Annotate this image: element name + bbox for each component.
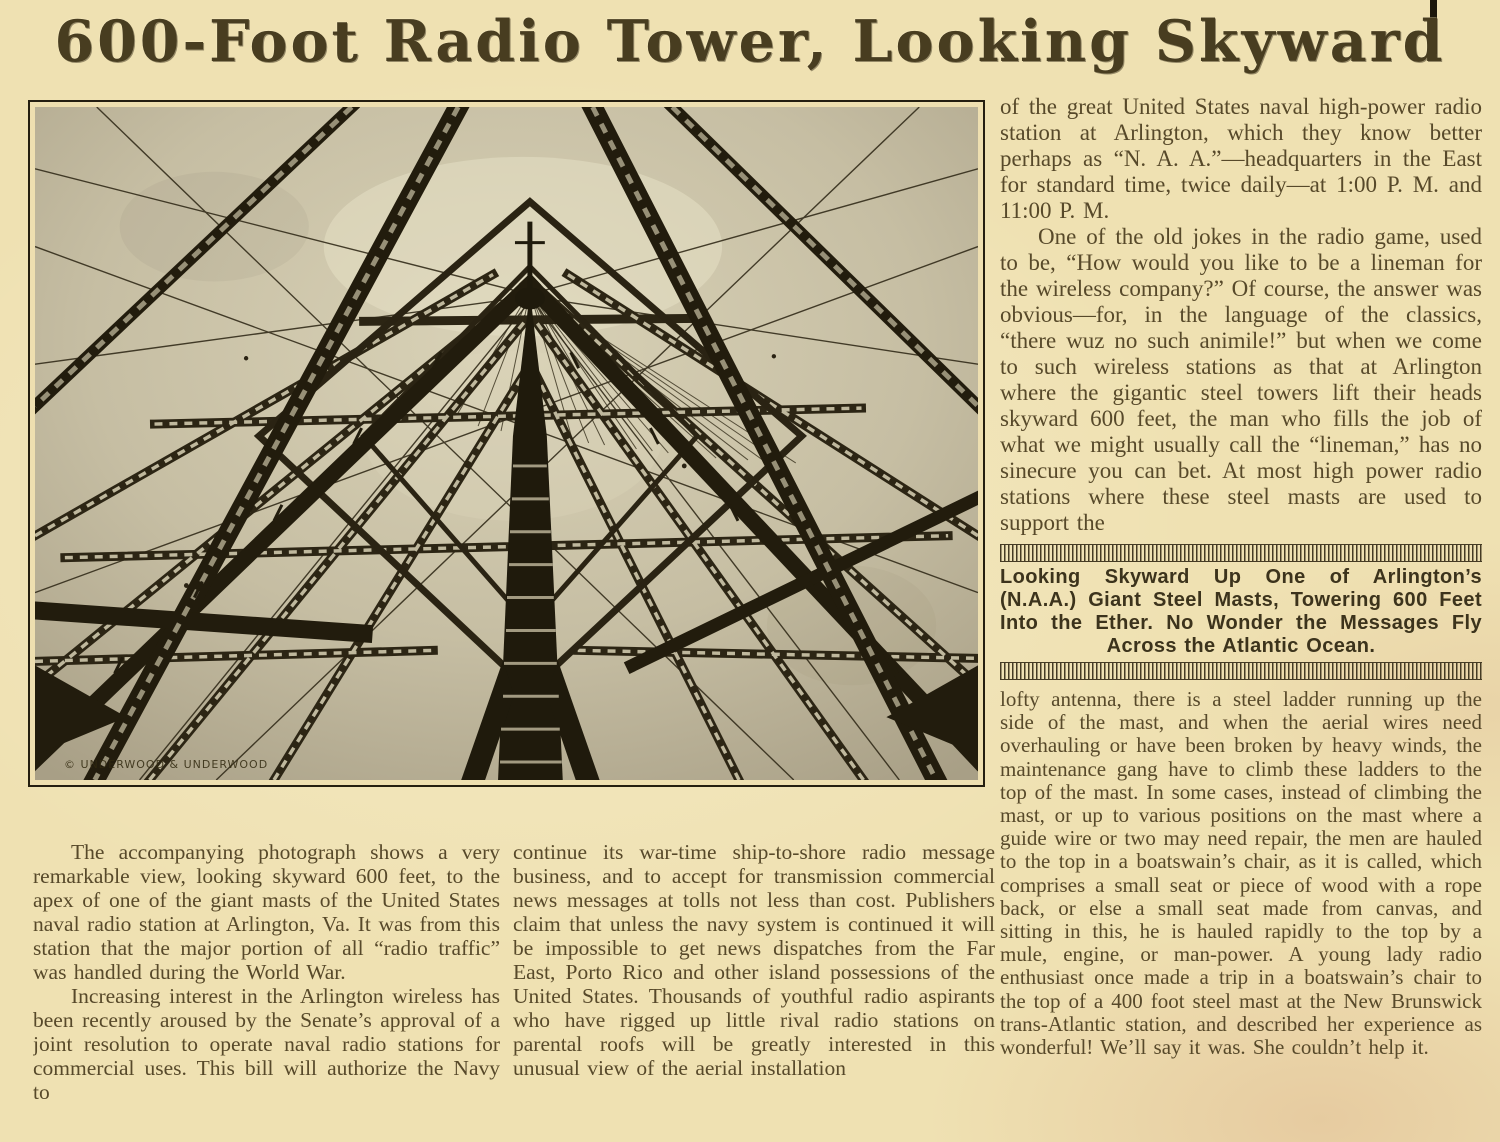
caption-rule-bottom: [1000, 662, 1482, 680]
paragraph: The accompanying photograph shows a very remarkable view, looking skyward 600 feet, to the apex of one of the giant masts of the United States naval radio station at Arlington, Va. It was from this station that the major portion of all “radio traffic” was handled during the World War.: [33, 840, 500, 984]
photo-credit: © UNDERWOOD & UNDERWOOD: [64, 758, 269, 771]
bottom-columns: [33, 840, 995, 1135]
tower-photo: [28, 100, 985, 787]
photo-caption: [1000, 544, 1482, 680]
paragraph: Increasing interest in the Arlington wireless has been recently aroused by the Senate’s approval of a joint resolution to operate naval radio stations for commercial uses. This bill will authorize the Navy to: [33, 984, 500, 1104]
caption-text: Looking Skyward Up One of Arlington’s (N.A.A.) Giant Steel Masts, Towering 600 Feet Into the Ether. No Wonder the Messages Fly Across the Atlantic Ocean.: [1000, 566, 1482, 657]
page-title: 600-Foot Radio Tower, Looking Skyward: [54, 8, 1446, 75]
paragraph: One of the old jokes in the radio game, used to be, “How would you like to be a lineman for the wireless company?” Of course, the answer was obvious—for, in the language of the classics, “there wuz no such animile!” but when we come to such wireless stations as that at Arlington where the gigantic steel towers lift their heads skyward 600 feet, the man who fills the job of what we might usually call the “lineman,” has no sinecure you can bet. At most high power radio stations where these steel masts are used to support the: [1000, 224, 1482, 535]
right-column: [1000, 94, 1482, 1138]
paragraph: lofty antenna, there is a steel ladder running up the side of the mast, and when the aerial wires need overhauling or have been broken by heavy winds, the maintenance gang have to climb these ladders to the top of the mast. In some cases, instead of climbing the mast, or up to various positions on the mast where a guide wire or two may need repair, the men are hauled to the top in a boatswain’s chair, as it is called, which comprises a small seat or piece of wood with a rope back, or else a small seat made from canvas, and sitting in this, he is hauled rapidly to the top by a mule, engine, or man-power. A young lady radio enthusiast once made a trip in a boatswain’s chair to the top of a 400 foot steel mast at the New Brunswick trans-Atlantic station, and described her experience as wonderful! We’ll say it was. She couldn’t help it.: [1000, 687, 1482, 1060]
paragraph: continue its war-time ship-to-shore radio message business, and to accept for transmission commercial news messages at tolls not less than cost. Publishers claim that unless the navy system is continued it will be impossible to get news dispatches from the Far East, Porto Rico and other island possessions of the United States. Thousands of youthful radio aspirants who have rigged up little rival radio stations on parental roofs will be greatly interested in this unusual view of the aerial installation: [513, 840, 995, 1080]
paragraph: of the great United States naval high-power radio station at Arlington, which they know better perhaps as “N. A. A.”—headquarters in the East for standard time, twice daily—at 1:00 P. M. and 11:00 P. M.: [1000, 94, 1482, 223]
middle-column: [513, 840, 995, 1135]
left-column: [33, 840, 500, 1135]
tower-photo-image: [35, 107, 978, 780]
caption-rule-top: [1000, 544, 1482, 562]
